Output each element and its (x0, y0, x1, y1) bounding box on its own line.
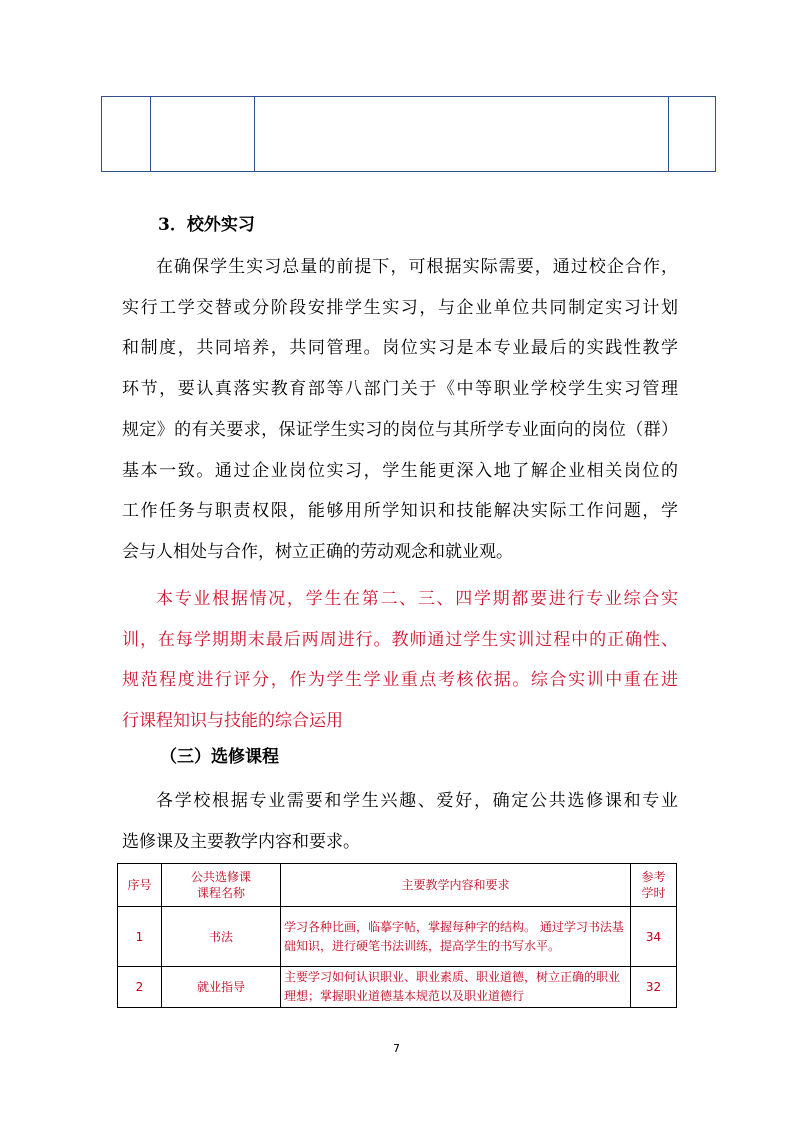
paragraph-line: 本专业根据情况，学生在第二、三、四学期都要进行专业综合实 (156, 589, 678, 609)
paragraph-line: 工作任务与职责权限，能够用所学知识和技能解决实际工作问题，学 (122, 501, 678, 522)
comprehensive-training-paragraph (122, 579, 678, 742)
paragraph-line: 在确保学生实习总量的前提下，可根据实际需要，通过校企合作， (156, 257, 678, 277)
header-hours-line2: 学时 (641, 886, 666, 900)
header-hours (631, 864, 677, 907)
elective-courses-table (117, 863, 677, 1008)
paragraph-line: 规定》的有关要求，保证学生实习的岗位与其所学专业面向的岗位（群） (122, 419, 678, 440)
paragraph-line: 各学校根据专业需要和学生兴趣、爱好，确定公共选修课和专业 (156, 791, 678, 811)
internship-paragraph (122, 247, 678, 573)
elective-courses-title: （三）选修课程 (160, 747, 279, 767)
fragment-cell-2 (151, 97, 255, 172)
paragraph-line: 会与人相处与合作，树立正确的劳动观念和就业观。 (122, 541, 513, 562)
paragraph-line: 和制度，共同培养，共同管理。岗位实习是本专业最后的实践性教学 (122, 338, 678, 359)
fragment-cell-3 (255, 97, 669, 172)
paragraph-line: 行课程知识与技能的综合运用 (122, 711, 343, 732)
cell-course-name: 就业指导 (162, 967, 281, 1008)
page-number: 7 (393, 1042, 400, 1055)
cell-content: 学习各种比画，临摹字帖，掌握每种字的结构。 通过学习书法基础知识，进行硬笔书法训练，提高学生的书写水平。 (281, 907, 631, 967)
electives-intro-paragraph (122, 781, 678, 862)
previous-table-fragment (101, 96, 716, 172)
paragraph-line: 实行工学交替或分阶段安排学生实习，与企业单位共同制定实习计划 (122, 297, 678, 318)
header-hours-line1: 参考 (641, 870, 666, 884)
header-course-name (162, 864, 281, 907)
cell-index: 1 (118, 907, 162, 967)
table-row (118, 907, 677, 967)
paragraph-line: 环节，要认真落实教育部等八部门关于《中等职业学校学生实习管理 (122, 379, 678, 400)
cell-index: 2 (118, 967, 162, 1008)
section-heading-offcampus-internship: 3．校外实习 (158, 215, 255, 235)
header-course-name-line2: 课程名称 (196, 886, 245, 900)
fragment-cell-4 (669, 97, 716, 172)
header-course-name-line1: 公共选修课 (190, 870, 251, 884)
paragraph-line: 选修课及主要教学内容和要求。 (122, 831, 360, 852)
fragment-cell-1 (102, 97, 151, 172)
header-index: 序号 (118, 864, 162, 907)
cell-hours: 34 (631, 907, 677, 967)
header-content: 主要教学内容和要求 (281, 864, 631, 907)
cell-hours: 32 (631, 967, 677, 1008)
paragraph-line: 基本一致。通过企业岗位实习，学生能更深入地了解企业相关岗位的 (122, 460, 678, 481)
cell-course-name: 书法 (162, 907, 281, 967)
cell-content: 主要学习如何认识职业、职业素质、职业道德，树立正确的职业理想；掌握职业道德基本规范以及职业道德行 (281, 967, 631, 1008)
table-row (118, 967, 677, 1008)
paragraph-line: 规范程度进行评分，作为学生学业重点考核依据。综合实训中重在进 (122, 670, 678, 691)
table-header-row (118, 864, 677, 907)
paragraph-line: 训，在每学期期末最后两周进行。教师通过学生实训过程中的正确性、 (122, 629, 678, 650)
